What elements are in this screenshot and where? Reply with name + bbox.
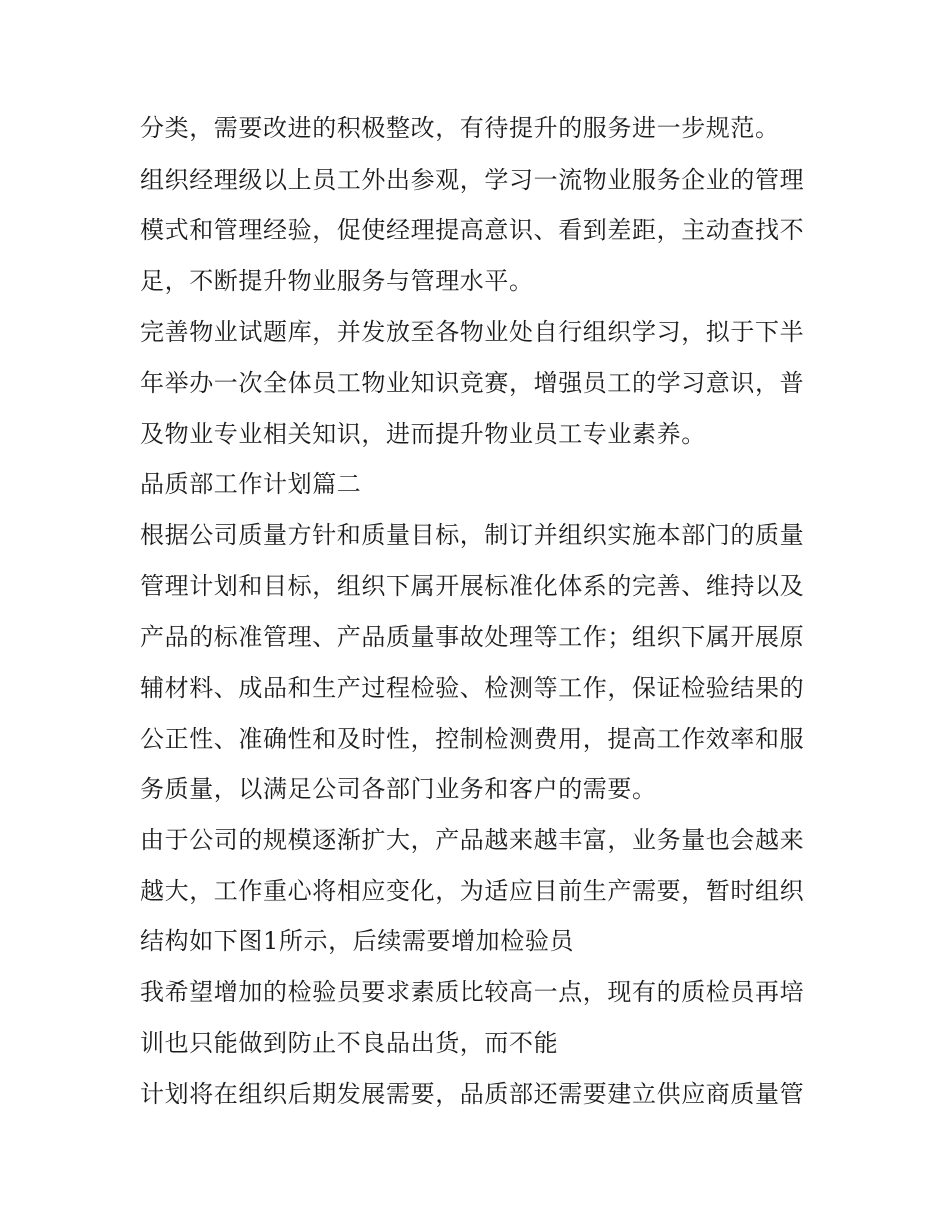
text-line: 结构如下图1所示，后续需要增加检验员 [140,927,575,955]
text-line: 模式和管理经验，促使经理提高意识、看到差距，主动查找不 [140,216,805,244]
text-line: 越大，工作重心将相应变化，为适应目前生产需要，暂时组织 [140,877,805,905]
text-line: 务质量，以满足公司各部门业务和客户的需要。 [140,775,657,803]
text-line: 年举办一次全体员工物业知识竞赛，增强员工的学习意识，普 [140,369,805,397]
text-line: 我希望增加的检验员要求素质比较高一点，现有的质检员再培 [140,978,805,1006]
text-line: 计划将在组织后期发展需要，品质部还需要建立供应商质量管 [140,1080,805,1108]
section-heading: 品质部工作计划篇二 [140,470,362,498]
text-line: 完善物业试题库，并发放至各物业处自行组织学习，拟于下半 [140,318,805,346]
text-line: 公正性、准确性和及时性，控制检测费用，提高工作效率和服 [140,725,805,753]
text-line: 根据公司质量方针和质量目标，制订并组织实施本部门的质量 [140,521,805,549]
text-line: 及物业专业相关知识，进而提升物业员工专业素养。 [140,420,706,448]
text-line: 分类，需要改进的积极整改，有待提升的服务进一步规范。 [140,114,780,142]
text-line: 训也只能做到防止不良品出货，而不能 [140,1029,559,1057]
text-line: 产品的标准管理、产品质量事故处理等工作；组织下属开展原 [140,623,805,651]
text-line: 足，不断提升物业服务与管理水平。 [140,267,534,295]
text-line: 组织经理级以上员工外出参观，学习一流物业服务企业的管理 [140,166,805,194]
text-line: 管理计划和目标，组织下属开展标准化体系的完善、维持以及 [140,572,805,600]
text-line: 由于公司的规模逐渐扩大，产品越来越丰富，业务量也会越来 [140,826,805,854]
text-line: 辅材料、成品和生产过程检验、检测等工作，保证检验结果的 [140,674,805,702]
